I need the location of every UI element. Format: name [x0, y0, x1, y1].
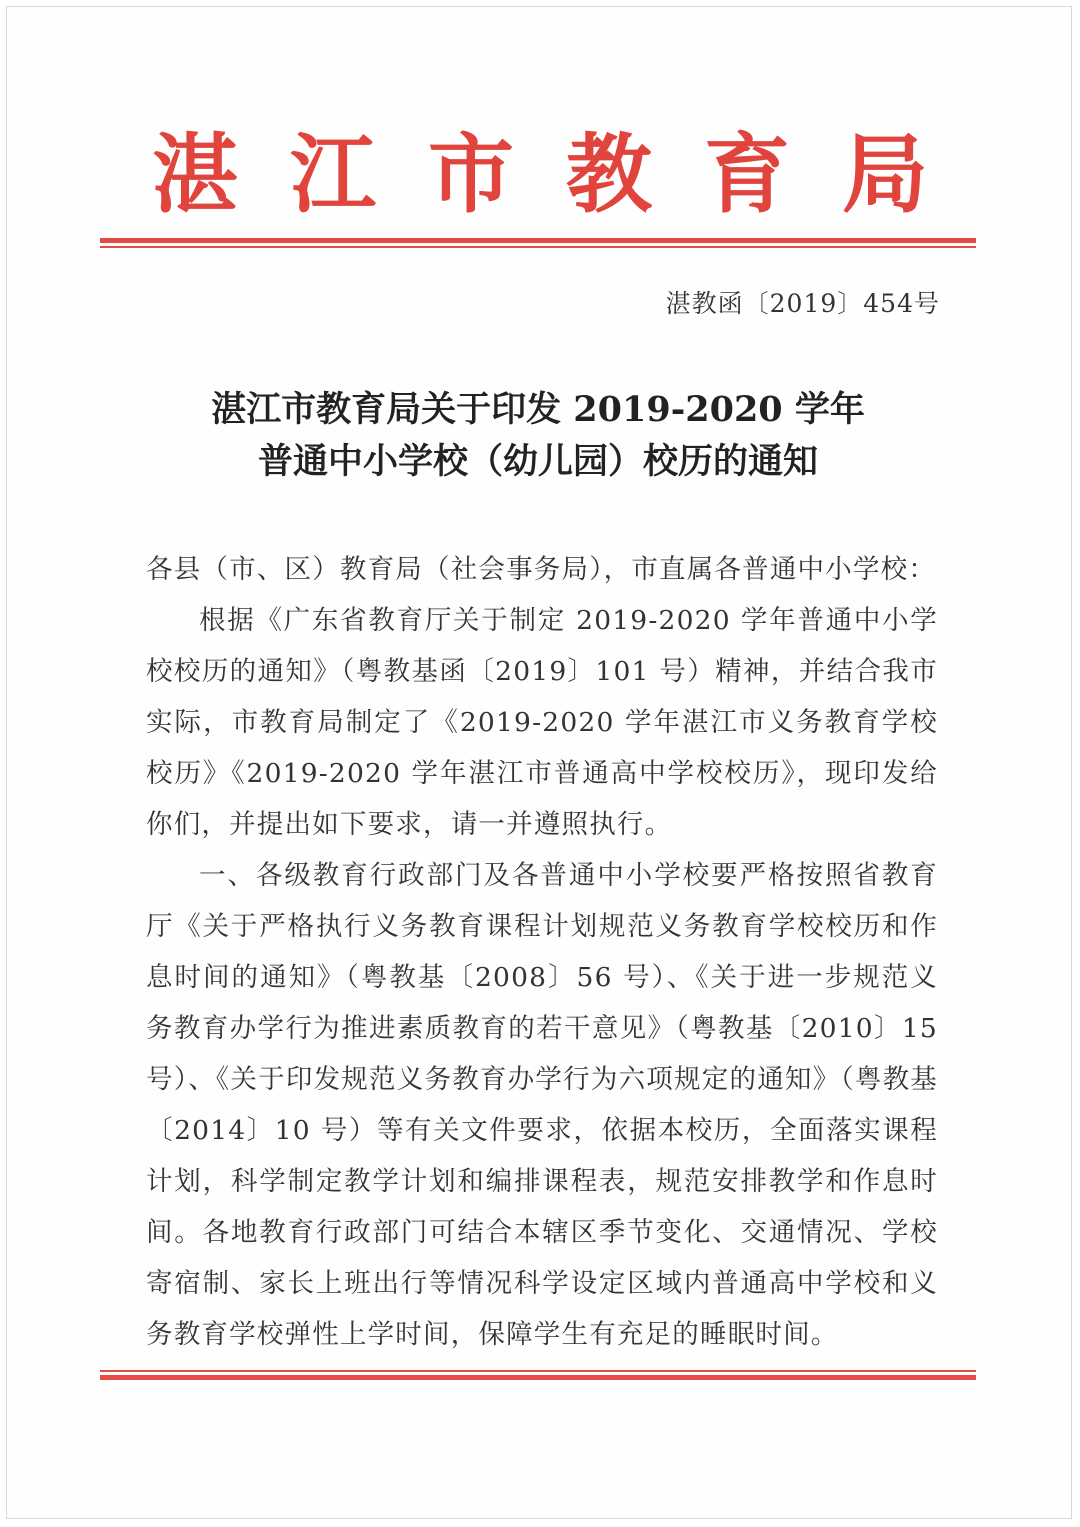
document-number: 湛教函〔2019〕454号 [665, 289, 940, 318]
title-line-2: 普通中小学校（幼儿园）校历的通知 [257, 441, 818, 482]
letterhead-char: 教 [566, 124, 652, 225]
letterhead-char: 湛 [152, 124, 238, 225]
letterhead-issuer [100, 120, 976, 230]
title-line-1: 湛江市教育局关于印发 2019-2020 学年 [211, 389, 865, 430]
document-body [146, 544, 938, 1360]
letterhead-char: 江 [290, 124, 376, 225]
footer-divider [100, 1370, 976, 1380]
paragraph-1: 根据《广东省教育厅关于制定 2019-2020 学年普通中小学校校历的通知》（粤教基函〔2019〕101 号）精神，并结合我市实际，市教育局制定了《2019-2020 学年湛江市义务教育学校校历》《2019-2020 学年湛江市普通高中学校校历》，现印发给你们，并提出如下要求，请一并遵照执行。 [146, 605, 938, 840]
letterhead-divider [100, 238, 976, 248]
salutation: 各县（市、区）教育局（社会事务局），市直属各普通中小学校： [146, 554, 937, 585]
paragraph-2: 一、各级教育行政部门及各普通中小学校要严格按照省教育厅《关于严格执行义务教育课程计划规范义务教育学校校历和作息时间的通知》（粤教基〔2008〕56 号）、《关于进一步规范义务教育办学行为推进素质教育的若干意见》（粤教基〔2010〕15 号）、《关于印发规范义务教育办学行为六项规定的通知》（粤教基〔2014〕10 号）等有关文件要求，依据本校历，全面落实课程计划，科学制定教学计划和编排课程表，规范安排教学和作息时间。各地教育行政部门可结合本辖区季节变化、交通情况、学校寄宿制、家长上班出行等情况科学设定区域内普通高中学校和义务教育学校弹性上学时间，保障学生有充足的睡眠时间。 [146, 860, 938, 1350]
letterhead-char: 局 [842, 124, 928, 225]
letterhead-char: 市 [428, 124, 514, 225]
letterhead-char: 育 [704, 124, 790, 225]
document-title [100, 384, 976, 488]
